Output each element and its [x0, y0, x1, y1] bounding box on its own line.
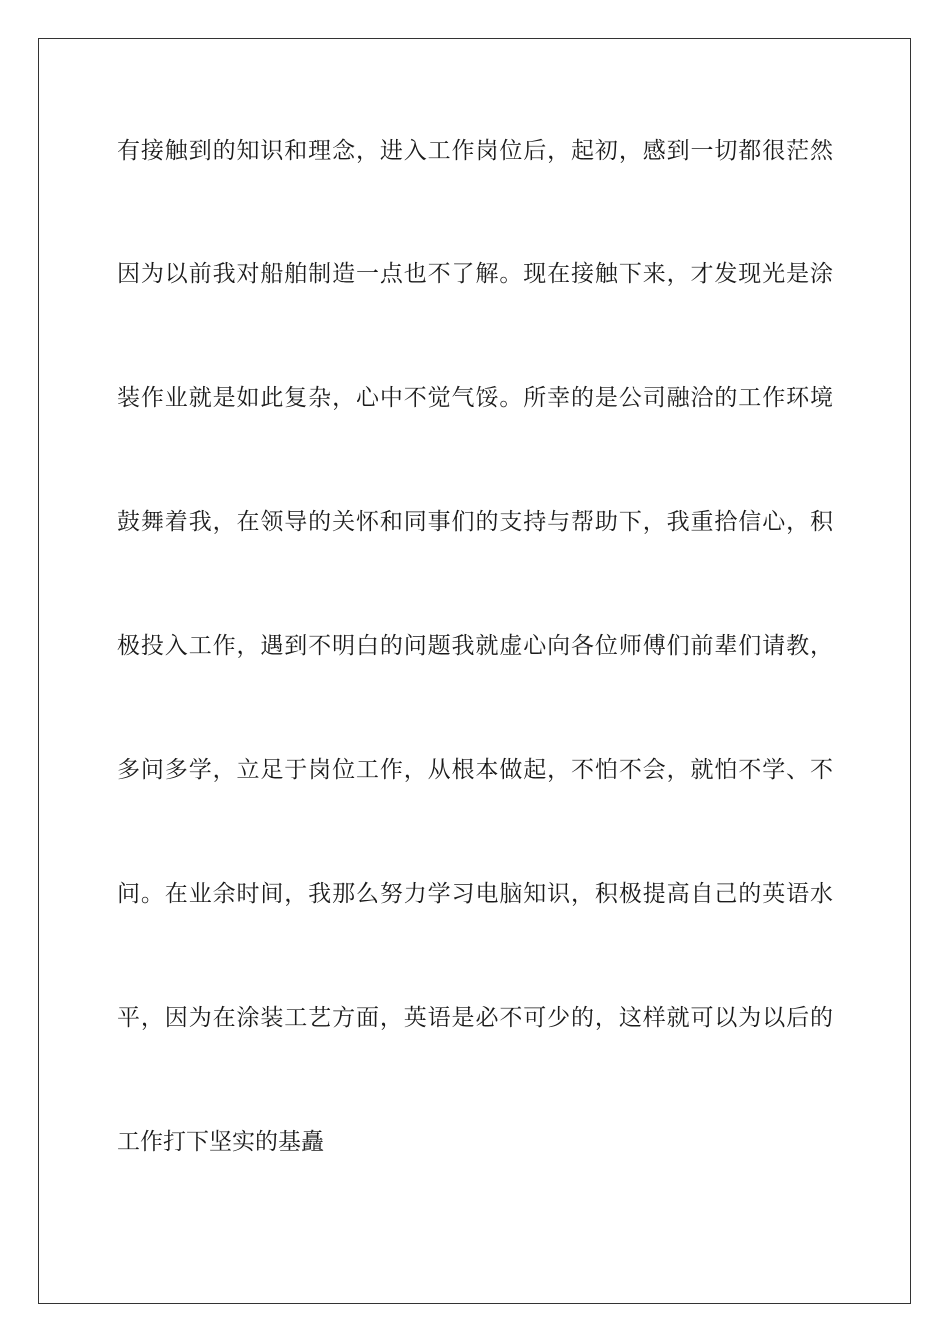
paragraph-line-4: 鼓舞着我，在领导的关怀和同事们的支持与帮助下，我重拾信心，积	[117, 509, 833, 535]
paragraph-line-6: 多问多学，立足于岗位工作，从根本做起，不怕不会，就怕不学、不	[117, 757, 833, 783]
paragraph-line-9: 工作打下坚实的基矗	[117, 1129, 324, 1155]
paragraph-line-3: 装作业就是如此复杂，心中不觉气馁。所幸的是公司融洽的工作环境	[117, 385, 833, 411]
paragraph-line-5: 极投入工作，遇到不明白的问题我就虚心向各位师傅们前辈们请教，	[117, 633, 833, 659]
paragraph-line-1: 有接触到的知识和理念，进入工作岗位后，起初，感到一切都很茫然	[117, 138, 833, 164]
paragraph-line-7: 问。在业余时间，我那么努力学习电脑知识，积极提高自己的英语水	[117, 881, 833, 907]
page-frame	[38, 38, 911, 1304]
paragraph-line-8: 平，因为在涂装工艺方面，英语是必不可少的，这样就可以为以后的	[117, 1005, 833, 1031]
paragraph-line-2: 因为以前我对船舶制造一点也不了解。现在接触下来，才发现光是涂	[117, 261, 833, 287]
